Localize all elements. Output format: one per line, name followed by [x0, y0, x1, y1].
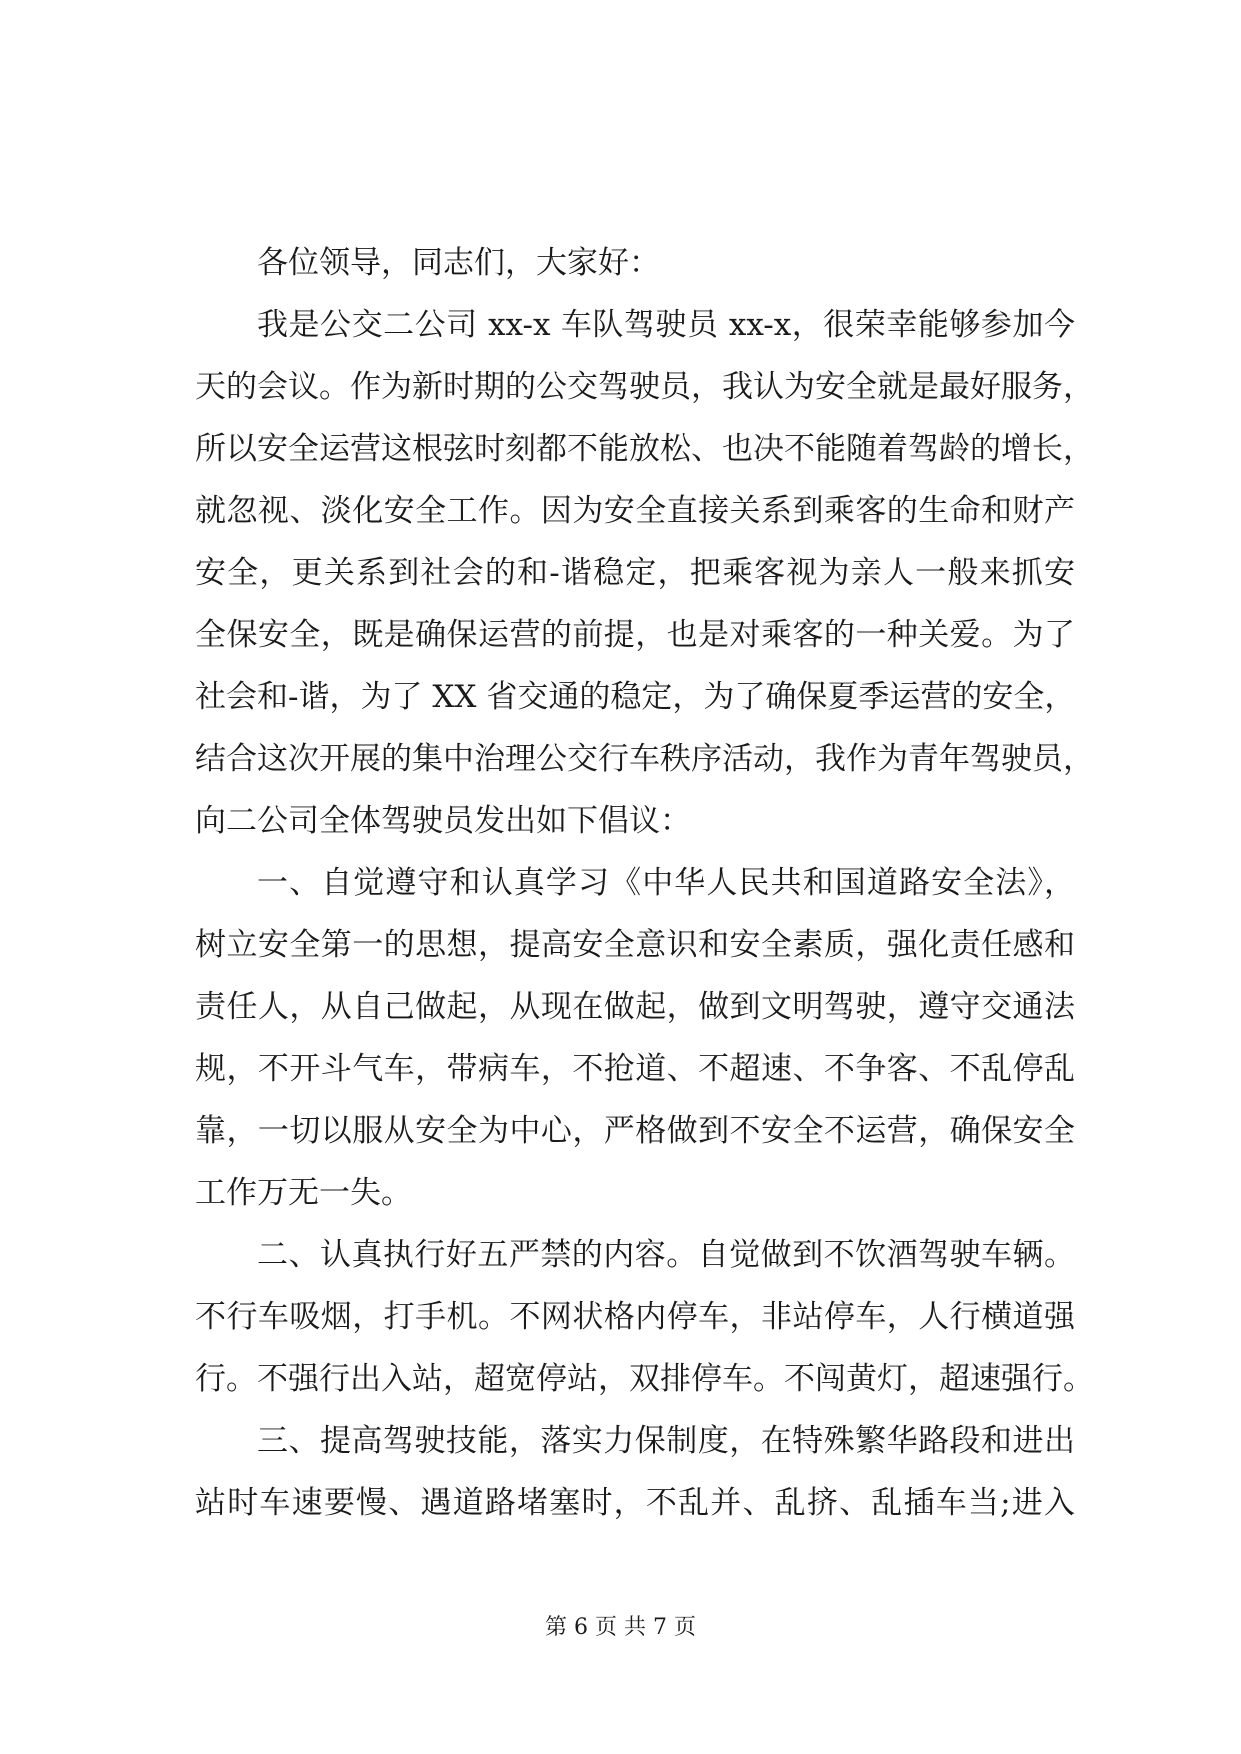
text-line: 站时车速要慢、遇道路堵塞时，不乱并、乱挤、乱插车当;进入: [195, 1485, 1075, 1521]
text-line: 树立安全第一的思想，提高安全意识和安全素质，强化责任感和: [195, 927, 1075, 963]
text-line: 工作万无一失。: [195, 1175, 412, 1211]
document-body: [195, 232, 1094, 1534]
text-line: 责任人，从自己做起，从现在做起，做到文明驾驶，遵守交通法: [195, 989, 1075, 1025]
text-line: 安全，更关系到社会的和-谐稳定，把乘客视为亲人一般来抓安: [195, 555, 1075, 591]
text-line: 我是公交二公司 xx-x 车队驾驶员 xx-x，很荣幸能够参加今: [257, 307, 1075, 343]
text-line: 不行车吸烟，打手机。不网状格内停车，非站停车，人行横道强: [195, 1299, 1075, 1335]
text-line: 各位领导，同志们，大家好：: [257, 245, 660, 281]
text-line: 所以安全运营这根弦时刻都不能放松、也决不能随着驾龄的增长，: [195, 431, 1094, 467]
text-line: 规，不开斗气车，带病车，不抢道、不超速、不争客、不乱停乱: [195, 1051, 1075, 1087]
text-line: 二、认真执行好五严禁的内容。自觉做到不饮酒驾驶车辆。: [257, 1237, 1075, 1273]
text-line: 社会和-谐，为了 XX 省交通的稳定，为了确保夏季运营的安全，: [195, 679, 1076, 715]
text-line: 向二公司全体驾驶员发出如下倡议：: [195, 803, 691, 839]
text-line: 三、提高驾驶技能，落实力保制度，在特殊繁华路段和进出: [257, 1423, 1075, 1459]
text-line: 结合这次开展的集中治理公交行车秩序活动，我作为青年驾驶员，: [195, 741, 1094, 777]
text-line: 全保安全，既是确保运营的前提，也是对乘客的一种关爱。为了: [195, 617, 1075, 653]
text-line: 行。不强行出入站，超宽停站，双排停车。不闯黄灯，超速强行。: [195, 1361, 1094, 1397]
page-footer: 第 6 页 共 7 页: [545, 1615, 696, 1640]
text-line: 就忽视、淡化安全工作。因为安全直接关系到乘客的生命和财产: [195, 493, 1075, 529]
text-line: 一、自觉遵守和认真学习《中华人民共和国道路安全法》，: [257, 865, 1075, 901]
text-line: 天的会议。作为新时期的公交驾驶员，我认为安全就是最好服务，: [195, 369, 1094, 405]
text-line: 靠，一切以服从安全为中心，严格做到不安全不运营，确保安全: [195, 1113, 1075, 1149]
